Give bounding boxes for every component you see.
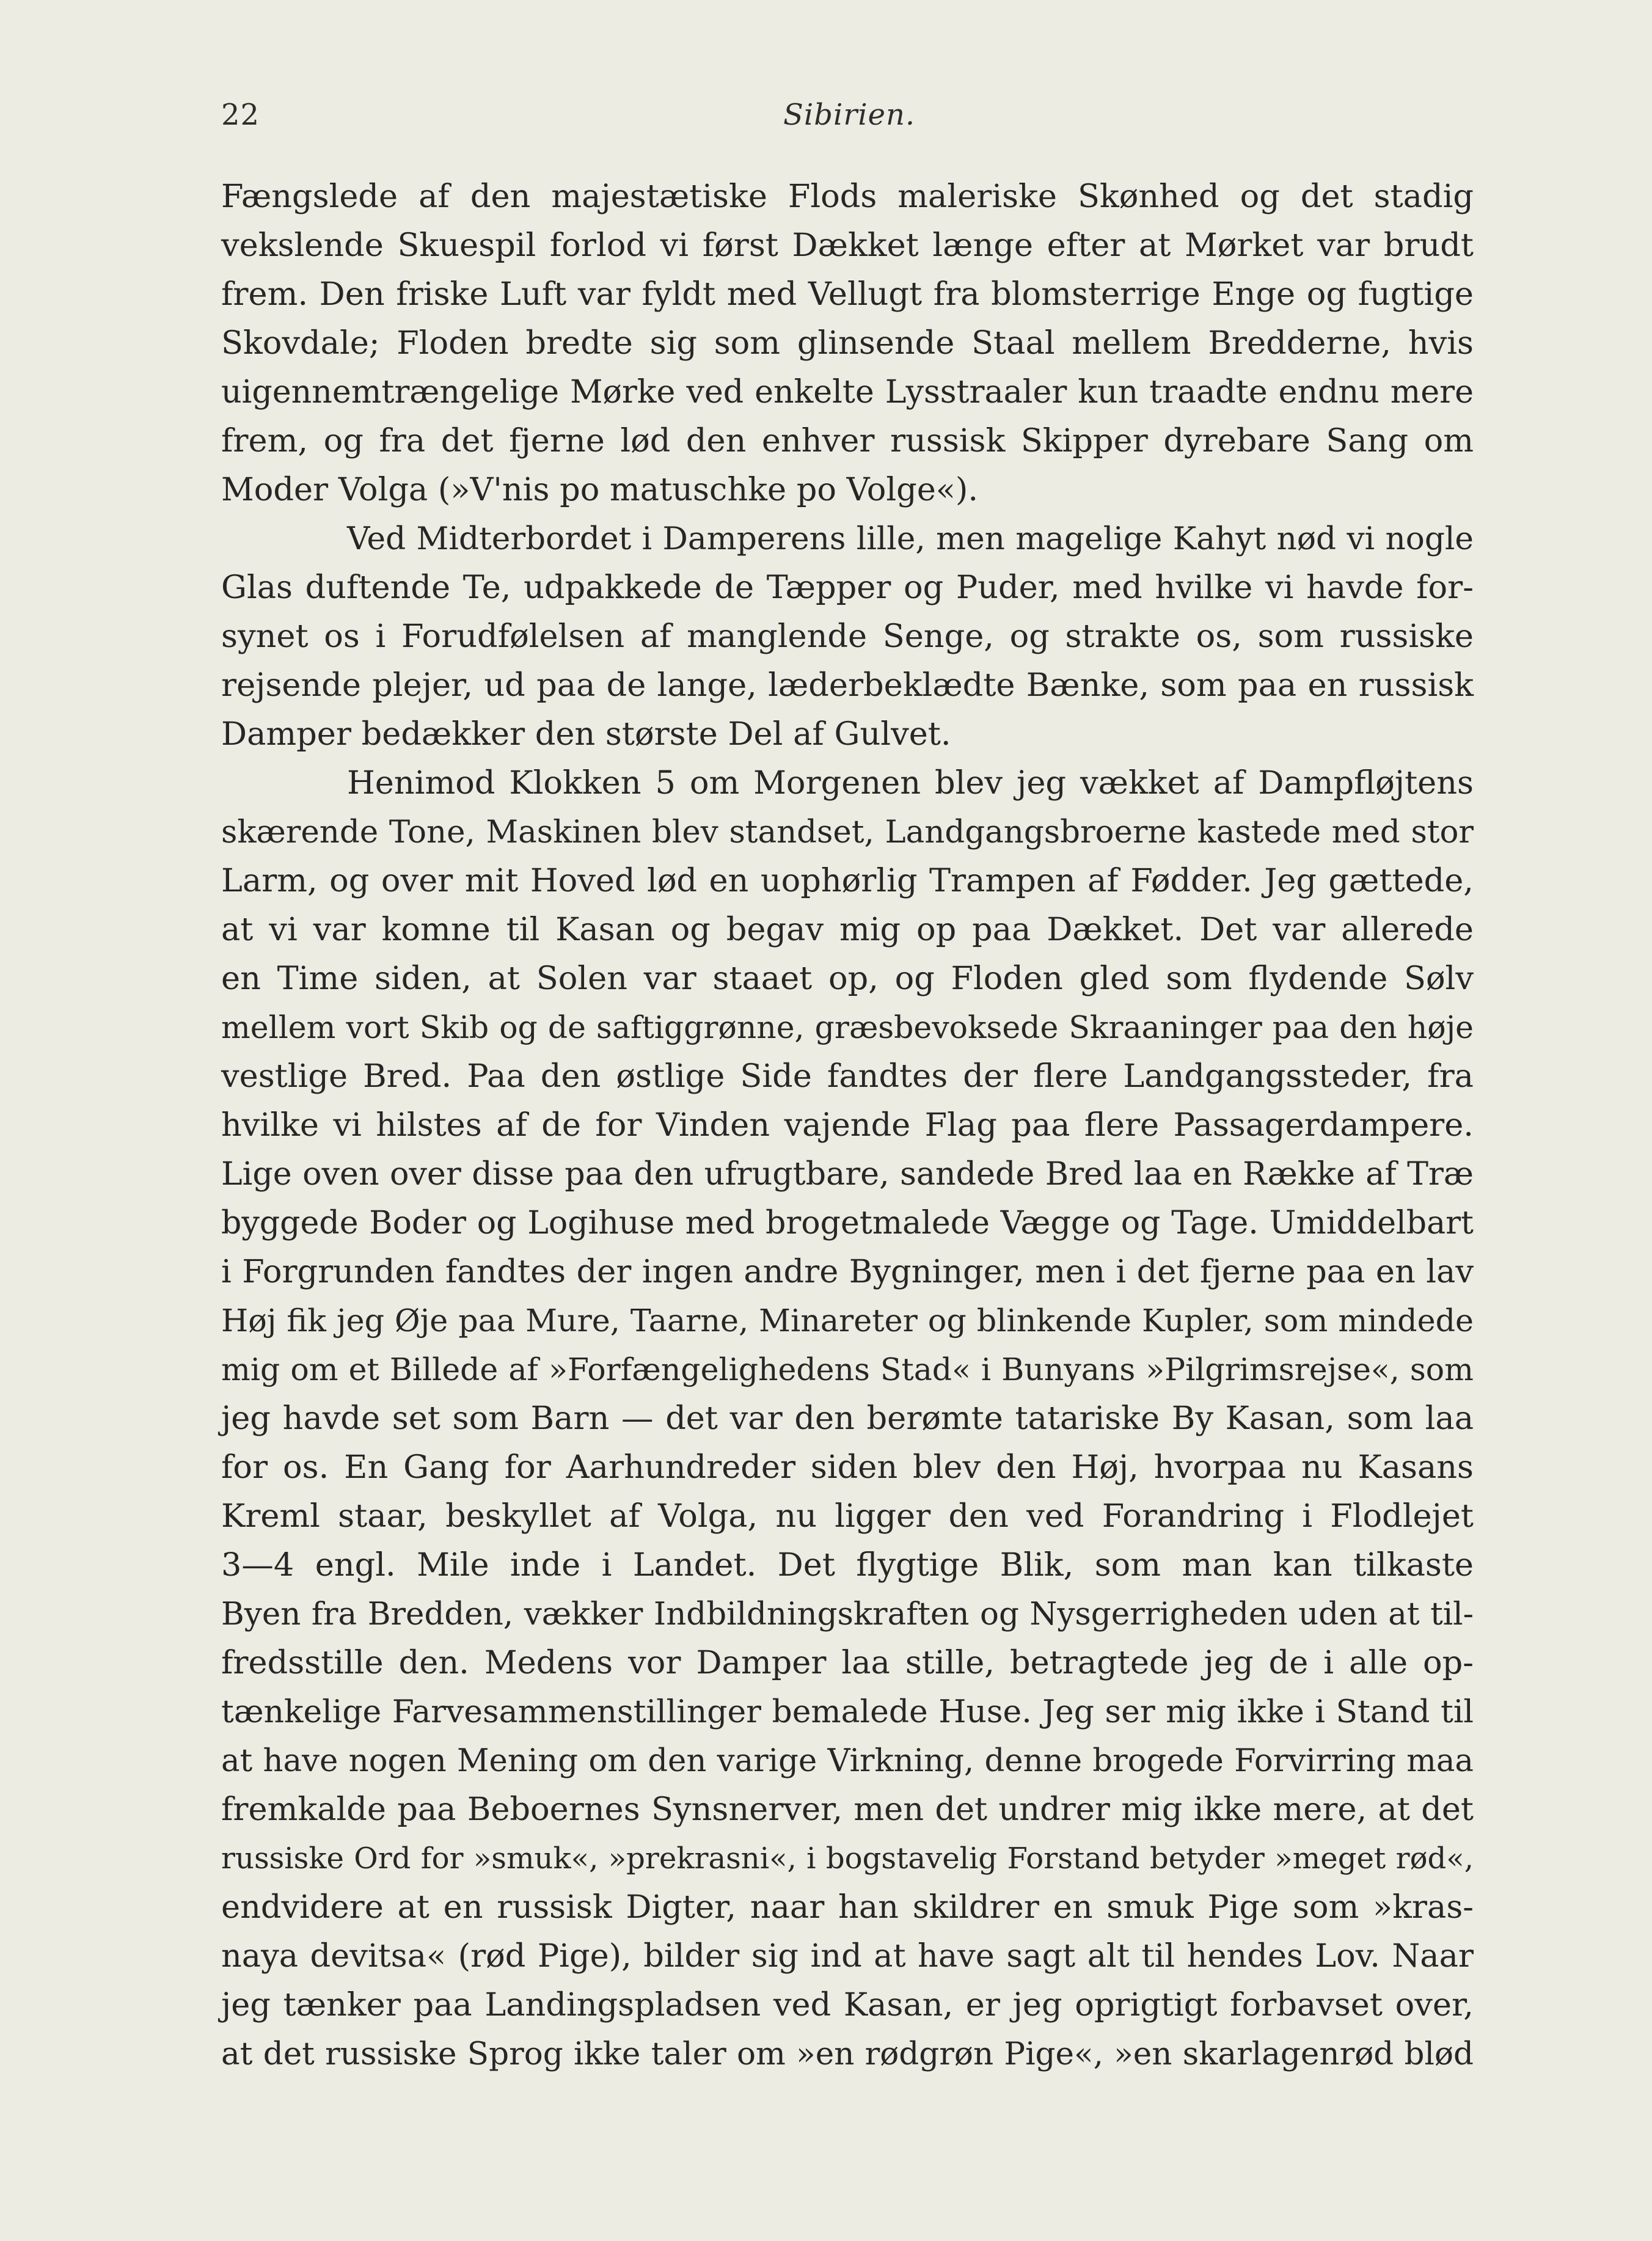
text-line: for os. En Gang for Aarhundreder siden blev den Høj, hvorpaa nu Kasans [221,1449,1474,1486]
text-line: fredsstille den. Medens vor Damper laa stille, betragtede jeg de i alle op- [221,1644,1474,1681]
running-head [221,98,1474,141]
text-line: tænkelige Farvesammenstillinger bemalede Huse. Jeg ser mig ikke i Stand til [221,1694,1474,1730]
text-line: Fængslede af den majestætiske Flods maleriske Skønhed og det stadig [221,178,1474,215]
text-line: Lige oven over disse paa den ufrugtbare, sandede Bred laa en Række af Træ [221,1156,1474,1193]
running-title: Sibirien. [783,98,916,132]
text-line: Moder Volga (»V'nis po matuschke po Volge«). [221,471,979,508]
text-line: hvilke vi hilstes af de for Vinden vajende Flag paa flere Passagerdampere. [221,1106,1474,1144]
text-line: mig om et Billede af »Forfængelighedens Stad« i Bunyans »Pilgrimsrejse«, som [221,1351,1474,1387]
text-line: en Time siden, at Solen var staaet op, og Floden gled som flydende Sølv [221,960,1474,997]
text-line: at vi var komne til Kasan og begav mig op paa Dækket. Det var allerede [221,911,1474,948]
text-line: i Forgrunden fandtes der ingen andre Bygninger, men i det fjerne paa en lav [221,1253,1474,1290]
text-line: Kreml staar, beskyllet af Volga, nu ligger den ved Forandring i Flodlejet [221,1497,1474,1535]
text-line: 3—4 engl. Mile inde i Landet. Det flygtige Blik, som man kan tilkaste [221,1546,1474,1584]
text-line: russiske Ord for »smuk«, »prekrasni«, i bogstavelig Forstand betyder »meget rød«, [221,1841,1474,1876]
text-line: frem. Den friske Luft var fyldt med Vellugt fra blomsterrige Enge og fugtige [221,276,1474,313]
text-line: uigennemtrængelige Mørke ved enkelte Lysstraaler kun traadte endnu mere [221,374,1474,411]
text-line: fremkalde paa Beboernes Synsnerver, men det undrer mig ikke mere, at det [221,1791,1474,1828]
text-line: frem, og fra det fjerne lød den enhver russisk Skipper dyrebare Sang om [221,422,1474,459]
text-line: at have nogen Mening om den varige Virkning, denne brogede Forvirring maa [221,1742,1474,1779]
text-line: naya devitsa« (rød Pige), bilder sig ind at have sagt alt til hendes Lov. Naar [221,1937,1474,1975]
text-line: byggede Boder og Logihuse med brogetmalede Vægge og Tage. Umiddelbart [221,1205,1474,1241]
text-line: skærende Tone, Maskinen blev standset, Landgangsbroerne kastede med stor [221,814,1474,850]
text-line: rejsende plejer, ud paa de lange, læderbeklædte Bænke, som paa en russisk [221,667,1474,704]
text-line: Damper bedækker den største Del af Gulvet. [221,715,951,753]
text-line: Larm, og over mit Hoved lød en uophørlig Trampen af Fødder. Jeg gættede, [221,862,1474,899]
text-line: vestlige Bred. Paa den østlige Side fandtes der flere Landgangssteder, fra [221,1058,1474,1095]
page-number: 22 [221,98,260,132]
text-line: Høj fik jeg Øje paa Mure, Taarne, Minareter og blinkende Kupler, som mindede [221,1303,1474,1339]
text-line: jeg tænker paa Landingspladsen ved Kasan, er jeg oprigtigt forbavset over, [221,1986,1474,2023]
body-text [221,172,1474,2078]
paragraph-first-line: Ved Midterbordet i Damperens lille, men magelige Kahyt nød vi nogle [347,521,1474,557]
text-line: at det russiske Sprog ikke taler om »en rødgrøn Pige«, »en skarlagenrød blød [221,2036,1474,2072]
text-line: jeg havde set som Barn — det var den berømte tatariske By Kasan, som laa [221,1400,1474,1437]
text-line: synet os i Forudfølelsen af manglende Senge, og strakte os, som russiske [221,618,1474,655]
paragraph-first-line: Henimod Klokken 5 om Morgenen blev jeg vækket af Dampfløjtens [347,764,1474,802]
text-line: Glas duftende Te, udpakkede de Tæpper og Puder, med hvilke vi havde for- [221,569,1474,606]
text-line: mellem vort Skib og de saftiggrønne, græsbevoksede Skraaninger paa den høje [221,1009,1474,1045]
text-line: vekslende Skuespil forlod vi først Dækket længe efter at Mørket var brudt [221,227,1474,264]
text-line: Byen fra Bredden, vækker Indbildningskraften og Nysgerrigheden uden at til- [221,1596,1474,1632]
text-line: Skovdale; Floden bredte sig som glinsende Staal mellem Bredderne, hvis [221,324,1474,362]
text-line: endvidere at en russisk Digter, naar han skildrer en smuk Pige som »kras- [221,1888,1474,1926]
